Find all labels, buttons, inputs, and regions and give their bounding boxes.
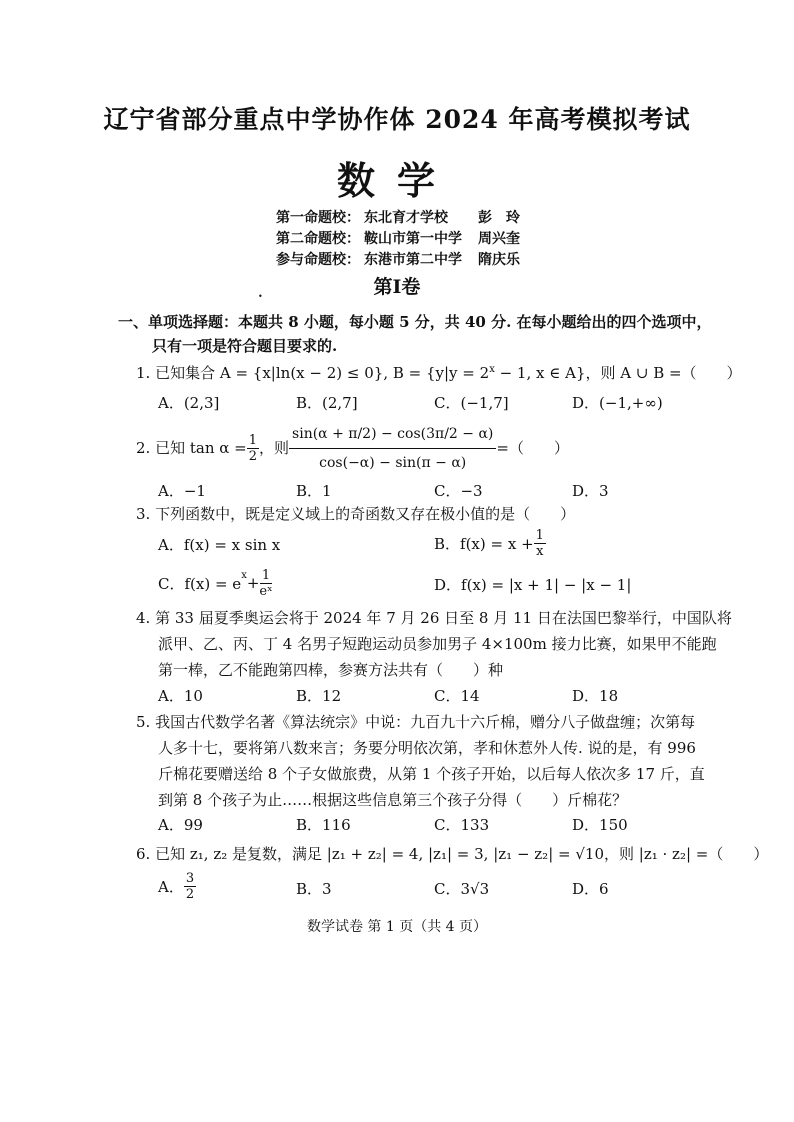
q1-option-a: A．(2,3] (158, 394, 220, 412)
q2-option-c: C．−3 (434, 482, 483, 500)
q3-option-c: C．f(x) = e $^x$ + $\frac{1}{\text{eˣ}}$ (158, 567, 273, 599)
q6-option-b: B．3 (296, 880, 332, 898)
page-footer: 数学试卷 第 1 页（共 4 页） (306, 919, 488, 935)
q1-option-d: D．(−1,+∞) (572, 394, 663, 412)
q4-option-d: D．18 (572, 687, 619, 705)
q3-option-b: B．f(x) = x + $\frac{1}{x}$ (434, 527, 544, 559)
question-1: 1. 已知集合 A = {x|ln(x − 2) ≤ 0}, $B = \{y|y = 2^x - 1$, x ∈ A}，则 A ∪ B =（ ） (136, 364, 742, 382)
school-line-3: 参与命题校： 东港市第二中学 隋庆乐 (276, 252, 520, 268)
trig-fraction: $\frac{\sin(\alpha + \pi/2) - \cos(3\pi/2 - \alpha)}{\cos(-\alpha) - \sin(\pi - \alpha)}$ (289, 422, 496, 475)
q3-option-d: D．f(x) = |x + 1| − |x − 1| (434, 576, 632, 594)
q4-option-a: A．10 (158, 687, 203, 705)
exam-title: 辽宁省部分重点中学协作体 2024 年高考模拟考试 (103, 105, 691, 134)
q5-option-d: D．150 (572, 816, 628, 834)
q6-option-c: C．3√3 (434, 880, 490, 898)
q4-option-b: B．12 (296, 687, 342, 705)
question-3: 3. 下列函数中，既是定义域上的奇函数又存在极小值的是（ ） (136, 505, 576, 523)
q4-option-c: C．14 (434, 687, 480, 705)
tan-fraction: $\frac{1}{2}$ (248, 432, 258, 464)
q5-option-a: A．99 (158, 816, 203, 834)
section-instruction-line-1: 一、单项选择题：本题共 8 小题，每小题 5 分，共 40 分. 在每小题给出的四个选项中， (118, 313, 712, 331)
question-2: 2. 已知 tan α = $\frac{1}{2}$ ，则 $\frac{\sin(\alpha + \pi/2) - \cos(3\pi/2 - \alpha)}{\cos(-\alpha) - \sin(\pi - \alpha)}$ =（ ） (136, 424, 569, 472)
q2-option-b: B．1 (296, 482, 332, 500)
school-line-2: 第二命题校： 鞍山市第一中学 周兴奎 (276, 231, 520, 247)
question-5-line-4: 到第 8 个孩子为止……根据这些信息第三个孩子分得（ ）斤棉花？ (158, 791, 628, 809)
question-4-line-2: 派甲、乙、丙、丁 4 名男子短跑运动员参加男子 4×100m 接力比赛，如果甲不能跑 (158, 635, 717, 653)
question-4-line-3: 第一棒，乙不能跑第四棒，参赛方法共有（ ）种 (158, 661, 504, 679)
school-line-1: 第一命题校： 东北育才学校 彭 玲 (276, 210, 520, 226)
question-5-line-3: 斤棉花要赠送给 8 个子女做旅费，从第 1 个孩子开始，以后每人依次多 17 斤，直 (158, 765, 705, 783)
q6-option-d: D．6 (572, 880, 609, 898)
stray-dot: • (258, 292, 263, 301)
q5-option-b: B．116 (296, 816, 351, 834)
question-4: 4. 第 33 届夏季奥运会将于 2024 年 7 月 26 日至 8 月 11 日在法国巴黎举行，中国队将 (136, 609, 732, 627)
q2-option-a: A．−1 (158, 482, 206, 500)
q6-option-a: A． $\frac{3}{2}$ (158, 870, 195, 902)
volume-heading: 第Ⅰ卷 (373, 276, 421, 298)
question-6: 6. 已知 z₁, z₂ 是复数，满足 |z₁ + z₂| = 4, |z₁| = 3, |z₁ − z₂| = √10，则 |z₁ · z₂| =（ ） (136, 845, 769, 863)
q2-option-d: D．3 (572, 482, 609, 500)
question-5-line-2: 人多十七，要将第八数来言；务要分明依次第，孝和休惹外人传. 说的是，有 996 (158, 739, 696, 757)
q1-option-c: C．(−1,7] (434, 394, 509, 412)
q3-option-a: A．f(x) = x sin x (158, 536, 281, 554)
subject-title: 数学 (336, 158, 457, 203)
q1-option-b: B．(2,7] (296, 394, 358, 412)
q5-option-c: C．133 (434, 816, 490, 834)
question-5: 5. 我国古代数学名著《算法统宗》中说：九百九十六斤棉，赠分八子做盘缠；次第每 (136, 713, 696, 731)
section-instruction-line-2: 只有一项是符合题目要求的. (152, 337, 338, 355)
